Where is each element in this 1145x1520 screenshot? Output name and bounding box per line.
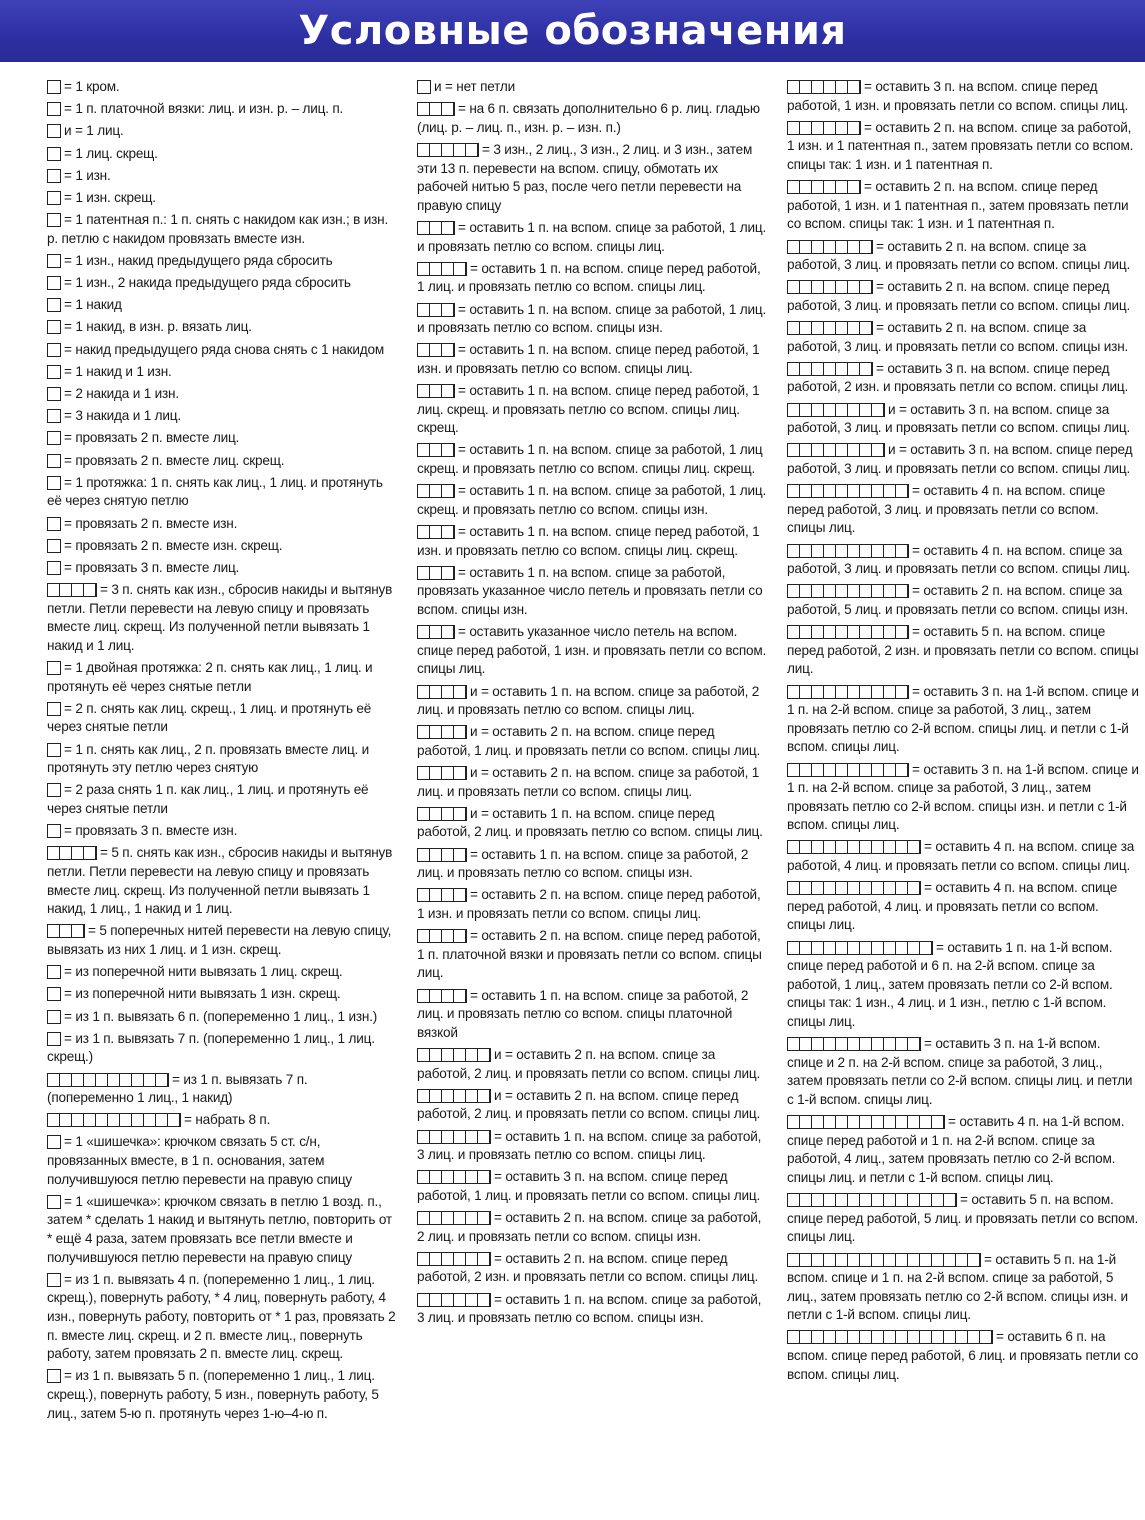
legend-text: = оставить 4 п. на вспом. спице перед работой, 4 лиц. и провязать петли со вспом. спицы лиц. [787, 880, 1118, 933]
legend-entry [47, 1271, 397, 1364]
legend-entry [787, 939, 1139, 1032]
chart-symbol-icon [417, 725, 467, 739]
chart-symbol-icon [47, 1113, 181, 1127]
legend-text: = оставить 2 п. на вспом. спице за работой, 5 лиц. и провязать петли со вспом. спицы изн. [787, 583, 1129, 617]
legend-entry [47, 211, 397, 248]
chart-symbol-icon [47, 454, 61, 468]
legend-text: = из 1 п. вывязать 5 п. (попеременно 1 лиц., 1 лиц. скрещ.), повернуть работу, 5 изн., повернуть работу, 5 лиц., затем 5-ю п. протянуть через 1-ю–4-ю п. [47, 1368, 379, 1421]
chart-symbol-icon [417, 484, 455, 498]
legend-text: = провязать 3 п. вместе лиц. [64, 559, 240, 575]
chart-symbol-icon [787, 763, 909, 777]
legend-entry [47, 296, 397, 315]
legend-text: = оставить 3 п. на 1-й вспом. спице и 2 п. на 2-й вспом. спице за работой, 3 лиц., затем провязать петли со 2-й вспом. спицы лиц. и петли с 1-й вспом. спицы лиц. [787, 1036, 1133, 1107]
legend-text: = оставить 3 п. на 1-й вспом. спице и 1 п. на 2-й вспом. спице за работой, 3 лиц., затем провязать петлю со 2-й вспом. спицы изн. и петли с 1-й вспом. спицы лиц. [787, 761, 1139, 833]
legend-entry [417, 723, 769, 760]
legend-entry [417, 1128, 769, 1165]
chart-symbol-icon [417, 1211, 491, 1225]
chart-symbol-icon [417, 1252, 491, 1266]
chart-symbol-icon [417, 384, 455, 398]
page-title: Условные обозначения [298, 8, 847, 54]
legend-entry [417, 301, 769, 338]
legend-text: = 1 накид [64, 297, 122, 313]
legend-text: = оставить 1 п. на вспом. спице за работой, 3 лиц. и провязать петлю со вспом. спицы изн. [417, 1291, 762, 1326]
chart-symbol-icon [787, 240, 873, 254]
legend-entry [417, 482, 769, 519]
legend-entry [417, 564, 769, 620]
legend-text: = провязать 3 п. вместе изн. [64, 823, 238, 839]
legend-text: = 3 п. снять как изн., сбросив накиды и вытянув петли. Петли перевести на левую спицу и провязать вместе лиц. скрещ. Из полученной петли вывязать 1 накид и 1 лиц. [47, 582, 393, 653]
legend-text: = оставить 5 п. на вспом. спице перед работой, 5 лиц. и провязать петли со вспом. спицы лиц. [787, 1192, 1139, 1245]
legend-text: = провязать 2 п. вместе изн. [64, 515, 238, 531]
legend-entry [787, 441, 1139, 478]
chart-symbol-icon [787, 544, 909, 558]
legend-text: = 3 накида и 1 лиц. [64, 408, 181, 424]
legend-entry [47, 1193, 397, 1267]
chart-symbol-icon [417, 1293, 491, 1307]
legend-entry [787, 78, 1139, 115]
legend-text: = оставить 1 п. на вспом. спице перед работой, 1 изн. и провязать петлю со вспом. спицы лиц. скрещ. [417, 524, 760, 558]
legend-entry [787, 119, 1139, 175]
chart-symbol-icon [47, 387, 61, 401]
legend-text: = 5 поперечных нитей перевести на левую спицу, вывязать из них 1 лиц. и 1 изн. скрещ. [47, 923, 392, 957]
legend-text: = оставить 2 п. на вспом. спице за работой, 3 лиц. и провязать петли со вспом. спицы изн. [787, 320, 1129, 354]
legend-entry [47, 1111, 397, 1130]
legend-entry [47, 252, 397, 271]
legend-entry [787, 1035, 1139, 1109]
chart-symbol-icon [47, 539, 61, 553]
legend-entry [417, 1291, 769, 1328]
chart-symbol-icon [47, 924, 85, 938]
chart-symbol-icon [47, 191, 61, 205]
legend-text: = 1 изн., накид предыдущего ряда сбросить [64, 252, 333, 268]
legend-entry [787, 542, 1139, 579]
legend-text: = оставить 1 п. на вспом. спице за работой, 1 лиц скрещ. и провязать петлю со вспом. спицы лиц. скрещ. [417, 442, 763, 477]
chart-symbol-icon [417, 1170, 491, 1184]
chart-symbol-icon [417, 888, 467, 902]
legend-text: = 1 п. снять как лиц., 2 п. провязать вместе лиц. и протянуть эту петлю через снятую [47, 741, 370, 776]
chart-symbol-icon [787, 584, 909, 598]
legend-text: = оставить 2 п. на вспом. спице перед работой, 1 п. платочной вязки и провязать петли со вспом. спицы лиц. [417, 928, 762, 981]
title-banner [0, 0, 1145, 62]
chart-symbol-icon [47, 80, 61, 94]
legend-entry [787, 401, 1139, 438]
legend-text: = оставить 1 п. на вспом. спице за работой, 3 лиц. и провязать петлю со вспом. спицы лиц. [417, 1128, 762, 1163]
legend-entry [787, 360, 1139, 397]
legend-entry [47, 581, 397, 655]
legend-text: = 1 двойная протяжка: 2 п. снять как лиц., 1 лиц. и протянуть её через снятые петли [47, 660, 373, 694]
legend-entry [47, 189, 397, 208]
legend-entry [417, 382, 769, 438]
chart-symbol-icon [47, 276, 61, 290]
legend-entry [47, 341, 397, 360]
legend-text: и = оставить 2 п. на вспом. спице за работой, 2 лиц. и провязать петли со вспом. спицы лиц. [417, 1046, 761, 1081]
legend-entry [47, 700, 397, 737]
legend-entry [47, 78, 397, 97]
chart-symbol-icon [417, 929, 467, 943]
legend-text: = из 1 п. вывязать 7 п. (попеременно 1 лиц., 1 лиц. скрещ.) [47, 1030, 375, 1065]
legend-entry [47, 1367, 397, 1423]
legend-text: = оставить 4 п. на вспом. спице за работой, 4 лиц. и провязать петли со вспом. спицы лиц. [787, 839, 1135, 874]
legend-entry [787, 683, 1139, 757]
legend-entry [47, 1071, 397, 1108]
legend-text: = из 1 п. вывязать 4 п. (попеременно 1 лиц., 1 лиц. скрещ.), повернуть работу, * 4 лиц, повернуть работу, 4 изн., повернуть работу, повторить от * 1 раз, провязать 2 п. вместе лиц. скрещ. и 2 п. вместе лиц., повернуть работу, затем провязать 2 п. вместе лиц. скрещ. [47, 1271, 396, 1362]
legend-text: = 2 раза снять 1 п. как лиц., 1 лиц. и протянуть её через снятые петли [47, 782, 369, 817]
legend-entry [47, 100, 397, 119]
legend-entry [417, 886, 769, 923]
chart-symbol-icon [47, 702, 61, 716]
legend-text: = 1 кром. [64, 79, 120, 94]
chart-symbol-icon [47, 1369, 61, 1383]
legend-text: = провязать 2 п. вместе изн. скрещ. [64, 537, 283, 553]
chart-symbol-icon [787, 941, 933, 955]
chart-symbol-icon [47, 661, 61, 675]
legend-entry [417, 1087, 769, 1124]
legend-entry [47, 515, 397, 534]
legend-text: = оставить 4 п. на вспом. спице за работой, 3 лиц. и провязать петли со вспом. спицы лиц. [787, 542, 1131, 577]
legend-text: = оставить указанное число петель на вспом. спице перед работой, 1 изн. и провязать петли со вспом. спицы лиц. [417, 624, 767, 677]
chart-symbol-icon [417, 221, 455, 235]
legend-text: = 5 п. снять как изн., сбросив накиды и вытянув петли. Петли перевести на левую спицу и провязать вместе лиц. скрещ. Из полученной петли вывязать 1 накид, 1 лиц., 1 накид и 1 лиц. [47, 845, 393, 917]
legend-text: = оставить 1 п. на вспом. спице за работой, 2 лиц. и провязать петлю со вспом. спицы платочной вязкой [417, 987, 749, 1040]
legend-entry [47, 985, 397, 1004]
chart-symbol-icon [417, 625, 455, 639]
legend-text: = 1 накид, в изн. р. вязать лиц. [64, 319, 252, 335]
chart-symbol-icon [787, 443, 885, 457]
chart-symbol-icon [417, 566, 455, 580]
legend-entry [787, 1251, 1139, 1325]
legend-entry [417, 1250, 769, 1287]
legend-entry [47, 318, 397, 337]
legend-entry [47, 363, 397, 382]
chart-symbol-icon [47, 743, 61, 757]
legend-text: = оставить 3 п. на 1-й вспом. спице и 1 п. на 2-й вспом. спице за работой, 3 лиц., затем провязать петлю со 2-й вспом. спицы лиц. и петли с 1-й вспом. спицы лиц. [787, 683, 1139, 755]
chart-symbol-icon [417, 1089, 491, 1103]
legend-entry [787, 238, 1139, 275]
legend-column-3 [787, 78, 1139, 1514]
legend-text: и = оставить 2 п. на вспом. спице перед работой, 1 лиц. и провязать петли со вспом. спицы лиц. [417, 724, 761, 758]
legend-text: = оставить 5 п. на вспом. спице перед работой, 2 изн. и провязать петли со вспом. спицы лиц. [787, 624, 1139, 677]
legend-entry [417, 987, 769, 1043]
chart-symbol-icon [417, 685, 467, 699]
chart-symbol-icon [787, 840, 921, 854]
chart-symbol-icon [417, 848, 467, 862]
legend-text: и = оставить 3 п. на вспом. спице перед работой, 3 лиц. и провязать петли со вспом. спицы лиц. [787, 442, 1133, 477]
legend-text: = 1 лиц. скрещ. [64, 145, 158, 161]
legend-text: = оставить 4 п. на 1-й вспом. спице перед работой и 1 п. на 2-й вспом. спице за работой, 4 лиц., затем провязать петлю со 2-й вспом. спицы лиц. и петли с 1-й вспом. спицы лиц. [787, 1114, 1125, 1185]
chart-symbol-icon [47, 846, 97, 860]
legend-entry [47, 1133, 397, 1189]
legend-text: = из 1 п. вывязать 7 п. (попеременно 1 лиц., 1 накид) [47, 1071, 308, 1106]
legend-text: = 1 «шишечка»: крючком связать в петлю 1 возд. п., затем * сделать 1 накид и вытянуть петлю, повторить от * ещё 4 раза, затем провязать все петли вместе и получившуюся петлю перевести на правую спицу [47, 1193, 392, 1265]
chart-symbol-icon [47, 517, 61, 531]
legend-entry [417, 1209, 769, 1246]
legend-entry [417, 341, 769, 378]
legend-text: = оставить 5 п. на 1-й вспом. спице и 1 п. на 2-й вспом. спице за работой, 5 лиц., затем провязать петлю со 2-й вспом. спицы изн. и петли с 1-й вспом. спицы лиц. [787, 1251, 1128, 1323]
legend-text: = оставить 1 п. на вспом. спице за работой, 2 лиц. и провязать петлю со вспом. спицы изн. [417, 846, 749, 881]
legend-entry [787, 1191, 1139, 1247]
legend-text: = оставить 2 п. на вспом. спице перед работой, 2 изн. и провязать петли со вспом. спицы лиц. [417, 1250, 759, 1285]
chart-symbol-icon [417, 443, 455, 457]
legend-column-2 [417, 78, 769, 1514]
legend-text: = оставить 3 п. на вспом. спице перед работой, 2 изн. и провязать петли со вспом. спицы лиц. [787, 360, 1129, 395]
chart-symbol-icon [47, 147, 61, 161]
chart-symbol-icon [787, 1037, 921, 1051]
legend-text: = оставить 1 п. на вспом. спице за работой, 1 лиц. и провязать петлю со вспом. спицы изн. [417, 301, 767, 336]
chart-symbol-icon [787, 625, 909, 639]
legend-entry [47, 385, 397, 404]
chart-symbol-icon [787, 180, 861, 194]
legend-entry [47, 922, 397, 959]
chart-symbol-icon [417, 1048, 491, 1062]
chart-symbol-icon [787, 881, 921, 895]
legend-entry [787, 482, 1139, 538]
legend-entry [417, 623, 769, 679]
chart-symbol-icon [47, 298, 61, 312]
chart-symbol-icon [47, 213, 61, 227]
legend-text: = 1 «шишечка»: крючком связать 5 ст. с/н, провязанных вместе, в 1 п. основания, затем получившуюся петлю перевести на правую спицу [47, 1134, 352, 1187]
legend-entry [417, 219, 769, 256]
legend-entry [417, 441, 769, 478]
chart-symbol-icon [47, 1273, 61, 1287]
chart-symbol-icon [47, 476, 61, 490]
chart-symbol-icon [47, 320, 61, 334]
chart-symbol-icon [47, 824, 61, 838]
chart-symbol-icon [47, 1073, 169, 1087]
chart-symbol-icon [47, 583, 97, 597]
legend-entry [47, 1030, 397, 1067]
legend-column-1 [47, 78, 397, 1514]
legend-entry [47, 407, 397, 426]
legend-text: = оставить 1 п. на вспом. спице перед работой, 1 изн. и провязать петлю со вспом. спицы лиц. [417, 342, 760, 376]
legend-text: = провязать 2 п. вместе лиц. [64, 430, 240, 446]
chart-symbol-icon [47, 965, 61, 979]
chart-symbol-icon [47, 987, 61, 1001]
legend-entry [787, 879, 1139, 935]
legend-entry [417, 141, 769, 215]
chart-symbol-icon [417, 143, 479, 157]
legend-text: = оставить 2 п. на вспом. спице перед работой, 1 изн. и 1 патентная п., затем провязать петли со вспом. спицы так: 1 изн. и 1 патентная п. [787, 179, 1129, 232]
legend-text: и = нет петли [434, 79, 516, 94]
legend-entry [417, 683, 769, 720]
legend-text: и = оставить 3 п. на вспом. спице за работой, 3 лиц. и провязать петли со вспом. спицы лиц. [787, 401, 1131, 436]
legend-entry [47, 145, 397, 164]
legend-text: и = 1 лиц. [64, 123, 124, 139]
chart-symbol-icon [787, 685, 909, 699]
chart-symbol-icon [417, 80, 431, 94]
legend-text: = 1 изн., 2 накида предыдущего ряда сбросить [64, 275, 351, 291]
chart-symbol-icon [47, 1032, 61, 1046]
chart-symbol-icon [787, 280, 873, 294]
chart-symbol-icon [47, 365, 61, 379]
legend-text: = оставить 1 п. на 1-й вспом. спице перед работой и 6 п. на 2-й вспом. спице за работой, 1 лиц., затем провязать петли со 2-й вспом. спицы так: 1 изн., 4 лиц. и 1 изн., петлю с 1-й вспом. спицы лиц. [787, 939, 1113, 1029]
legend-text: = накид предыдущего ряда снова снять с 1 накидом [64, 341, 385, 357]
chart-symbol-icon [787, 321, 873, 335]
legend-entry [787, 1328, 1139, 1384]
legend-entry [47, 474, 397, 511]
legend-text: = оставить 2 п. на вспом. спице за работой, 1 изн. и 1 патентная п., затем провязать петли со вспом. спицы так: 1 изн. и 1 патентная п. [787, 119, 1134, 172]
chart-symbol-icon [787, 80, 861, 94]
legend-entry [417, 78, 769, 97]
chart-symbol-icon [417, 989, 467, 1003]
legend-entry [417, 1046, 769, 1083]
legend-entry [47, 274, 397, 293]
legend-text: = 1 п. платочной вязки: лиц. и изн. р. – лиц. п. [64, 101, 344, 117]
legend-text: = оставить 1 п. на вспом. спице за работой, провязать указанное число петель и провязать петли со вспом. спицы изн. [417, 564, 763, 617]
legend-entry [787, 278, 1139, 315]
chart-symbol-icon [787, 484, 909, 498]
legend-text: = из 1 п. вывязать 6 п. (попеременно 1 лиц., 1 изн.) [64, 1008, 378, 1024]
legend-text: = из поперечной нити вывязать 1 изн. скрещ. [64, 986, 341, 1002]
legend-entry [787, 319, 1139, 356]
chart-symbol-icon [47, 1010, 61, 1024]
chart-symbol-icon [787, 1330, 993, 1344]
legend-text: = 1 изн. скрещ. [64, 189, 156, 205]
legend-text: = оставить 1 п. на вспом. спице за работой, 1 лиц. скрещ. и провязать петлю со вспом. спицы изн. [417, 483, 767, 517]
legend-entry [47, 741, 397, 778]
legend-text: = 3 изн., 2 лиц., 3 изн., 2 лиц. и 3 изн., затем эти 13 п. перевести на вспом. спицу, обмотать их рабочей нитью 5 раз, после чего петли перевести на правую спицу [417, 141, 753, 213]
legend-entry [417, 100, 769, 137]
legend-text: = 2 п. снять как лиц. скрещ., 1 лиц. и протянуть её через снятые петли [47, 700, 372, 735]
legend-entry [417, 764, 769, 801]
legend-entry [787, 1113, 1139, 1187]
legend-entry [417, 927, 769, 983]
legend-entry [787, 761, 1139, 835]
legend-text: = провязать 2 п. вместе лиц. скрещ. [64, 452, 285, 468]
legend-text: = из поперечной нити вывязать 1 лиц. скрещ. [64, 964, 343, 980]
legend-entry [47, 559, 397, 578]
legend-entry [417, 1168, 769, 1205]
chart-symbol-icon [47, 169, 61, 183]
chart-symbol-icon [47, 561, 61, 575]
legend-entry [47, 844, 397, 918]
legend-text: = оставить 2 п. на вспом. спице за работой, 3 лиц. и провязать петли со вспом. спицы лиц. [787, 238, 1131, 273]
chart-symbol-icon [787, 1193, 957, 1207]
legend-text: = 1 протяжка: 1 п. снять как лиц., 1 лиц. и протянуть её через снятую петлю [47, 474, 383, 509]
chart-symbol-icon [417, 1130, 491, 1144]
legend-text: и = оставить 1 п. на вспом. спице перед работой, 2 лиц. и провязать петлю со вспом. спицы лиц. [417, 805, 763, 840]
legend-entry [47, 122, 397, 141]
chart-symbol-icon [47, 409, 61, 423]
chart-symbol-icon [47, 431, 61, 445]
chart-symbol-icon [417, 807, 467, 821]
legend-text: = 1 изн. [64, 167, 111, 183]
legend-text: = оставить 1 п. на вспом. спице за работой, 1 лиц. и провязать петлю со вспом. спицы лиц. [417, 219, 767, 254]
chart-symbol-icon [417, 766, 467, 780]
chart-symbol-icon [47, 124, 61, 138]
legend-entry [47, 167, 397, 186]
legend-entry [787, 582, 1139, 619]
chart-symbol-icon [787, 362, 873, 376]
legend-text: = 2 накида и 1 изн. [64, 386, 179, 402]
legend-text: = оставить 1 п. на вспом. спице перед работой, 1 лиц. скрещ. и провязать петлю со вспом. спицы лиц. скрещ. [417, 383, 760, 436]
legend-text: = оставить 4 п. на вспом. спице перед работой, 3 лиц. и провязать петли со вспом. спицы лиц. [787, 483, 1106, 536]
chart-symbol-icon [787, 121, 861, 135]
legend-entry [417, 805, 769, 842]
legend-text: и = оставить 2 п. на вспом. спице перед работой, 2 лиц. и провязать петли со вспом. спицы лиц. [417, 1087, 761, 1122]
legend-text: = оставить 1 п. на вспом. спице перед работой, 1 лиц. и провязать петлю со вспом. спицы лиц. [417, 260, 761, 295]
legend-entry [417, 523, 769, 560]
legend-entry [47, 822, 397, 841]
legend-entry [47, 659, 397, 696]
chart-symbol-icon [417, 262, 467, 276]
legend-entry [787, 623, 1139, 679]
chart-symbol-icon [47, 783, 61, 797]
legend-entry [47, 781, 397, 818]
legend-text: = оставить 2 п. на вспом. спице перед работой, 1 изн. и провязать петли со вспом. спицы лиц. [417, 887, 761, 922]
legend-entry [417, 260, 769, 297]
legend-text: = оставить 2 п. на вспом. спице перед работой, 3 лиц. и провязать петли со вспом. спицы лиц. [787, 279, 1131, 313]
legend-entry [47, 1008, 397, 1027]
chart-symbol-icon [417, 343, 455, 357]
chart-symbol-icon [787, 1253, 981, 1267]
chart-symbol-icon [47, 102, 61, 116]
chart-symbol-icon [47, 254, 61, 268]
legend-entry [47, 537, 397, 556]
legend-text: = 1 накид и 1 изн. [64, 363, 172, 379]
legend-text: и = оставить 2 п. на вспом. спице за работой, 1 лиц. и провязать петли со вспом. спицы лиц. [417, 765, 760, 799]
legend-entry [787, 178, 1139, 234]
legend-entry [47, 452, 397, 471]
legend-text: = оставить 2 п. на вспом. спице за работой, 2 лиц. и провязать петли со вспом. спицы изн. [417, 1210, 762, 1244]
chart-symbol-icon [417, 303, 455, 317]
legend-text: и = оставить 1 п. на вспом. спице за работой, 2 лиц. и провязать петлю со вспом. спицы лиц. [417, 683, 760, 718]
legend-text: = оставить 3 п. на вспом. спице перед работой, 1 изн. и провязать петли со вспом. спицы лиц. [787, 79, 1129, 113]
chart-symbol-icon [787, 1115, 945, 1129]
chart-symbol-icon [417, 525, 455, 539]
legend-text: = оставить 3 п. на вспом. спице перед работой, 1 лиц. и провязать петли со вспом. спицы лиц. [417, 1169, 761, 1203]
legend-entry [47, 963, 397, 982]
chart-symbol-icon [787, 403, 885, 417]
legend-entry [417, 846, 769, 883]
legend-text: = набрать 8 п. [184, 1112, 271, 1128]
chart-symbol-icon [417, 102, 455, 116]
chart-symbol-icon [47, 1135, 61, 1149]
chart-symbol-icon [47, 1195, 61, 1209]
legend-entry [787, 838, 1139, 875]
legend-entry [47, 429, 397, 448]
legend-text: = 1 патентная п.: 1 п. снять с накидом как изн.; в изн. р. петлю с накидом провязать вместе изн. [47, 212, 389, 246]
chart-symbol-icon [47, 343, 61, 357]
legend-text: = оставить 6 п. на вспом. спице перед работой, 6 лиц. и провязать петли со вспом. спицы лиц. [787, 1329, 1139, 1382]
legend-text: = на 6 п. связать дополнительно 6 р. лиц. гладью (лиц. р. – лиц. п., изн. р. – изн. п.) [417, 101, 760, 135]
